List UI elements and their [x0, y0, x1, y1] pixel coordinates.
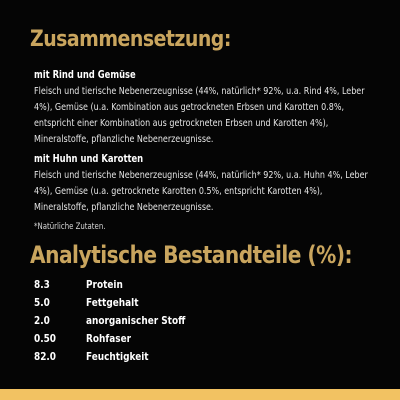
analysis-value: 2.0 — [34, 315, 50, 327]
composition-heading: Zusammensetzung: — [30, 27, 231, 52]
bottom-accent-bar — [0, 389, 400, 400]
analysis-label: Rohfaser — [86, 333, 132, 345]
analysis-label: Fettgehalt — [86, 297, 139, 309]
composition-section-beef — [34, 68, 370, 148]
analysis-value: 8.3 — [34, 279, 50, 291]
section-text: Fleisch und tierische Nebenerzeugnisse (44%, natürlich* 92%, u.a. Rind 4%, Leber 4%), Gemüse (u.a. Kombination aus getrockneten Erbsen und Karotten 0.8%, entspricht einer Kombination aus getrockneten Erbsen und Karotten 4%), Mineralstoffe, pflanzliche Nebenerzeugnisse. — [34, 86, 365, 145]
analysis-value: 0.50 — [34, 333, 57, 345]
analysis-value: 82.0 — [34, 351, 57, 363]
analysis-heading: Analytische Bestandteile (%): — [30, 241, 353, 269]
analysis-value: 5.0 — [34, 297, 50, 309]
footnote: *Natürliche Zutaten. — [34, 222, 106, 232]
section-title: mit Huhn und Karotten — [34, 153, 144, 165]
section-title: mit Rind und Gemüse — [34, 69, 136, 81]
composition-section-chicken — [34, 152, 370, 216]
analysis-label: Protein — [86, 279, 123, 291]
analysis-label: Feuchtigkeit — [86, 351, 149, 363]
section-text: Fleisch und tierische Nebenerzeugnisse (44%, natürlich* 92%, u.a. Huhn 4%, Leber 4%), Gemüse (u.a. getrocknete Karotten 0.5%, entspricht Karotten 4%), Mineralstoffe, pflanzliche Nebenerzeugnisse. — [34, 170, 368, 213]
analysis-label: anorganischer Stoff — [86, 315, 186, 327]
